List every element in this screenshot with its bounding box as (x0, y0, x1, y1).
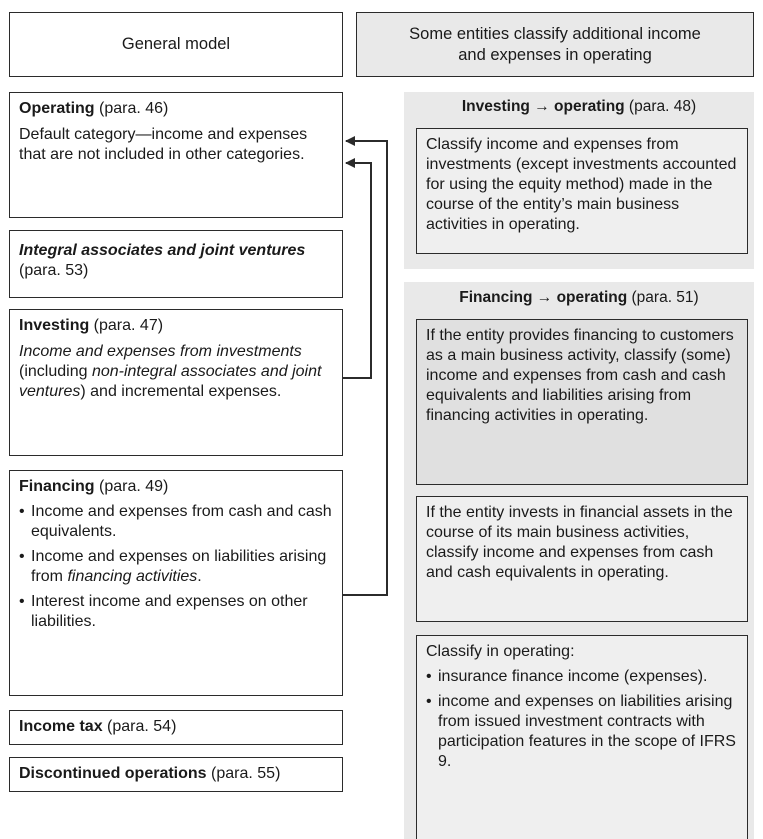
financing-title: Financing (19, 478, 95, 495)
integral-ref: (para. 53) (19, 262, 89, 279)
income-tax-ref: (para. 54) (102, 718, 177, 735)
investing-title: Investing (19, 317, 90, 334)
other-bullet-insurance: • insurance finance income (expenses). (426, 667, 738, 687)
arrow-investing-to-operating (343, 163, 371, 378)
operating-body: Default category—income and expenses that are not included in other categories. (19, 126, 308, 163)
income-tax-title: Income tax (19, 718, 103, 735)
financing-customers-text: If the entity provides financing to customers as a main business activity, classify (some) income and expenses from cash and cash equivalents and liabilities arising from financing activities in operating. (426, 327, 734, 424)
integral-title: Integral associates and joint ventures (19, 242, 306, 259)
operating-title: Operating (19, 100, 95, 117)
financial-assets-text: If the entity invests in financial assets in the course of its main business activities, classify income and expenses from cash and cash equivalents in operating. (426, 504, 733, 581)
financing-bullet-liabilities: • Income and expenses on liabilities arising from financing activities. (19, 547, 333, 587)
general-model-header-text: General model (121, 35, 231, 53)
investing-ref: (para. 47) (89, 317, 164, 334)
operating-ref: (para. 46) (94, 100, 169, 117)
investing-body: Income and expenses from investments (including non-integral associates and joint ventures) and incremental expenses. (19, 343, 322, 400)
investing-operating-ref: (para. 48) (624, 98, 697, 115)
investing-operating-text: Classify income and expenses from investments (except investments accounted for using the equity method) made in the course of the entity’s main business activities in operating. (426, 136, 737, 233)
financing-operating-label: Financing → operating (459, 289, 628, 306)
additional-classification-header-text: Some entities classify additional income and expenses in operating (409, 24, 701, 64)
financing-bullet-cash: • Income and expenses from cash and cash equivalents. (19, 502, 333, 542)
financing-ref: (para. 49) (94, 478, 169, 495)
other-bullet-investment-contracts: • income and expenses on liabilities arising from issued investment contracts with participation features in the scope of IFRS 9. (426, 692, 738, 772)
discontinued-title: Discontinued operations (19, 765, 207, 782)
discontinued-ref: (para. 55) (206, 765, 281, 782)
arrow-financing-to-operating (343, 141, 387, 595)
financing-operating-ref: (para. 51) (627, 289, 699, 306)
financing-bullet-interest: • Interest income and expenses on other liabilities. (19, 592, 333, 632)
investing-operating-label: Investing → operating (461, 98, 625, 115)
other-operating-intro: Classify in operating: (426, 643, 575, 660)
